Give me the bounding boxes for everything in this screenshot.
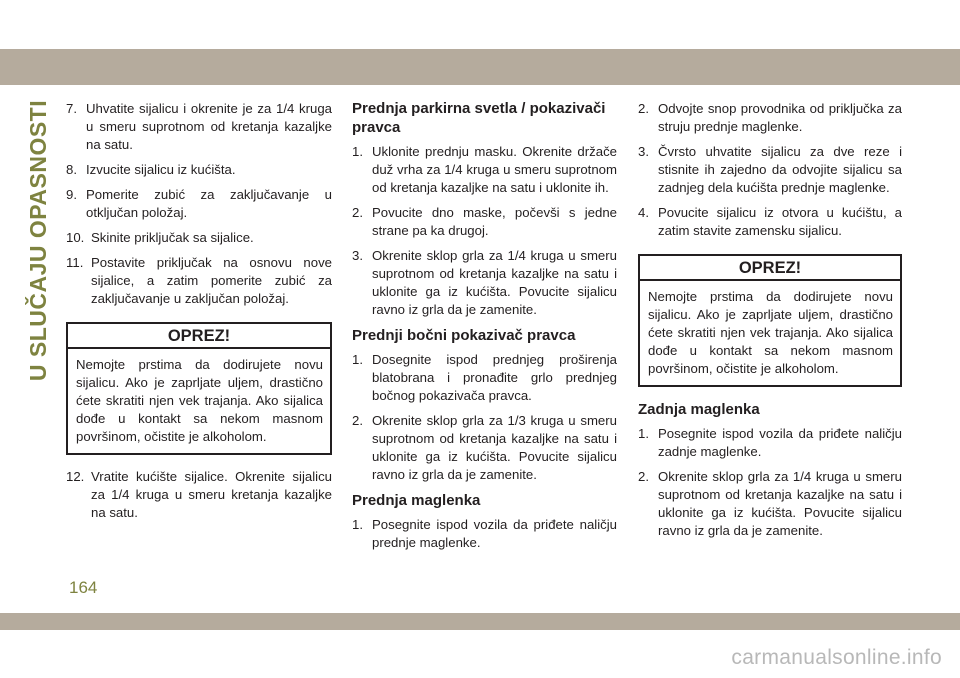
item-text: Odvojte snop provodnika od priključka za struju prednje maglenke. — [658, 101, 902, 134]
item-text: Pomerite zubić za zaključavanje u otključan položaj. — [86, 187, 332, 220]
item-text: Posegnite ispod vozila da priđete naličju zadnje maglenke. — [658, 426, 902, 459]
item-number: 11. — [66, 255, 84, 270]
caution-title: OPREZ! — [68, 324, 330, 349]
item-number: 1. — [638, 426, 649, 441]
list-item — [352, 143, 617, 197]
item-number: 10. — [66, 230, 85, 245]
list-item — [66, 468, 332, 522]
caution-text: Nemojte prstima da dodirujete novu sijalicu. Ako je zaprljate uljem, drastično ćete skratiti njen vek trajanja. Ako sijalica dođe u kontakt sa nekom masnom površinom, očistite je alkoholom. — [76, 357, 323, 444]
list-item — [66, 161, 332, 179]
item-text: Čvrsto uhvatite sijalicu za dve reze i stisnite ih zajedno da odvojite sijalicu sa zadnjeg dela kućišta prednje maglenke. — [658, 144, 902, 195]
section-side-tab — [24, 100, 54, 380]
item-number: 2. — [638, 101, 649, 116]
item-number: 2. — [352, 205, 363, 220]
section-heading: Prednji bočni pokazivač pravca — [352, 327, 576, 344]
list-item — [352, 247, 617, 319]
watermark-text: carmanualsonline.info — [731, 646, 942, 669]
item-text: Okrenite sklop grla za 1/4 kruga u smeru suprotnom od kretanja kazaljke na satu i uklonite ga iz kućišta. Povucite sijalicu ravno iz grla da je zamenite. — [658, 469, 902, 538]
watermark — [0, 646, 960, 670]
item-number: 3. — [352, 248, 363, 263]
list-item — [352, 204, 617, 240]
list-item — [638, 100, 902, 136]
column-1 — [66, 100, 332, 529]
steps-list-a — [66, 100, 332, 308]
section-heading: Prednja parkirna svetla / pokazivači pravca — [352, 100, 606, 136]
header-band — [0, 49, 960, 85]
caution-title: OPREZ! — [640, 256, 900, 281]
page-number: 164 — [69, 578, 98, 597]
item-number: 3. — [638, 144, 649, 159]
list-item — [352, 412, 617, 484]
column-3 — [638, 100, 902, 547]
list-item — [638, 425, 902, 461]
list-item — [352, 516, 617, 552]
item-text: Vratite kućište sijalice. Okrenite sijalicu za 1/4 kruga u smeru kretanja kazaljke na satu. — [91, 469, 332, 520]
caution-text: Nemojte prstima da dodirujete novu sijalicu. Ako je zaprljate uljem, drastično ćete skratiti njen vek trajanja. Ako sijalica dođe u kontakt sa nekom masnom površinom, očistite je alkoholom. — [648, 289, 893, 376]
column-2 — [352, 100, 617, 559]
section-heading: Zadnja maglenka — [638, 401, 760, 418]
item-text: Skinite priključak sa sijalice. — [91, 230, 254, 245]
list-item — [638, 468, 902, 540]
list-item — [66, 254, 332, 308]
item-number: 7. — [66, 101, 77, 116]
item-number: 12. — [66, 469, 85, 484]
item-text: Posegnite ispod vozila da priđete naličju prednje maglenke. — [372, 517, 617, 550]
list-item — [638, 204, 902, 240]
item-number: 2. — [638, 469, 649, 484]
item-number: 2. — [352, 413, 363, 428]
item-number: 1. — [352, 144, 363, 159]
list-item — [66, 186, 332, 222]
item-number: 9. — [66, 187, 77, 202]
section-heading: Prednja maglenka — [352, 492, 481, 509]
item-number: 8. — [66, 162, 77, 177]
list-item — [66, 100, 332, 154]
item-number: 4. — [638, 205, 649, 220]
item-text: Dosegnite ispod prednjeg proširenja blatobrana i pronađite grlo prednjeg bočnog pokazivača pravca. — [372, 352, 617, 403]
list-item — [638, 143, 902, 197]
list-item — [352, 351, 617, 405]
steps-list-b — [66, 468, 332, 522]
item-text: Povucite sijalicu iz otvora u kućištu, a zatim stavite zamensku sijalicu. — [658, 205, 902, 238]
item-text: Okrenite sklop grla za 1/4 kruga u smeru suprotnom od kretanja kazaljke na satu i uklonite ga iz kućišta. Povucite sijalicu ravno iz grla da je zamenite. — [372, 248, 617, 317]
item-text: Povucite dno maske, počevši s jedne strane pa ka drugoj. — [372, 205, 617, 238]
item-text: Uklonite prednju masku. Okrenite držače duž vrha za 1/4 kruga u smeru suprotnom od kretanja kazaljke na satu i uklonite ih. — [372, 144, 617, 195]
item-text: Izvucite sijalicu iz kućišta. — [86, 162, 236, 177]
footer-band — [0, 613, 960, 630]
item-text: Okrenite sklop grla za 1/3 kruga u smeru suprotnom od kretanja kazaljke na satu i uklonite ga iz kućišta. Povucite sijalicu ravno iz grla da je zamenite. — [372, 413, 617, 482]
caution-box — [66, 322, 332, 455]
caution-box — [638, 254, 902, 387]
item-text: Postavite priključak na osnovu nove sijalice, a zatim pomerite zubić za zaključavanje u zaključan položaj. — [91, 255, 332, 306]
list-item — [66, 229, 332, 247]
item-text: Uhvatite sijalicu i okrenite je za 1/4 kruga u smeru suprotnom od kretanja kazaljke na satu. — [86, 101, 332, 152]
section-tab-label: U SLUČAJU OPASNOSTI — [25, 99, 52, 381]
item-number: 1. — [352, 517, 363, 532]
item-number: 1. — [352, 352, 363, 367]
